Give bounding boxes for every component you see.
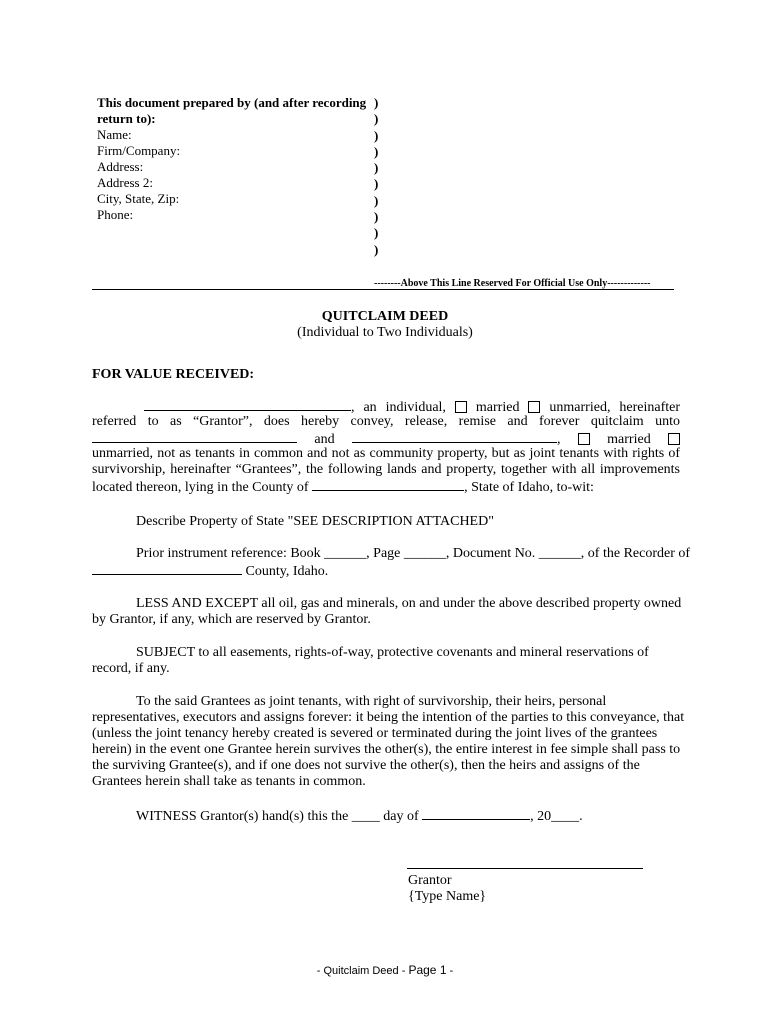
document-title: QUITCLAIM DEED (321, 309, 449, 324)
footer-prefix: - Quitclaim Deed - (316, 965, 409, 977)
reserved-line-text: --------Above This Line Reserved For Official Use Only------------- (374, 278, 651, 289)
county-blank[interactable] (312, 478, 464, 491)
paren: ) (374, 143, 379, 159)
grant-text: , an individual, (350, 400, 446, 415)
phone-field-label: Phone: (97, 207, 134, 222)
describe-property: Describe Property of State "SEE DESCRIPTION ATTACHED" (136, 514, 494, 529)
subject-line-2: record, if any. (92, 661, 170, 676)
page-footer (0, 963, 770, 977)
page-number: Page 1 (408, 963, 447, 977)
prior-instrument-line-2 (92, 562, 328, 580)
paren: ) (374, 192, 379, 208)
witness-text: WITNESS Grantor(s) hand(s) this the ____ day of (136, 809, 419, 824)
grant-line-4: unmarried, not as tenants in common and not as community property, but as joint tenants with rights of (92, 446, 680, 461)
witness-line (136, 807, 583, 825)
less-except-line-1: LESS AND EXCEPT all oil, gas and minerals, on and under the above described property owned (136, 596, 682, 611)
grant-line-1 (92, 398, 680, 414)
county-text: located thereon, lying in the County of (92, 480, 309, 495)
return-to-heading: return to): (97, 111, 156, 126)
paren: ) (374, 111, 379, 127)
header-fields (97, 127, 180, 223)
grant-paragraph (92, 398, 680, 496)
city-state-zip-field-label: City, State, Zip: (97, 191, 180, 206)
month-blank[interactable] (422, 807, 530, 820)
prior-instrument-line-1: Prior instrument reference: Book ______, Page ______, Document No. ______, of the Recorder of (136, 546, 691, 561)
grantee1-name-blank[interactable] (92, 430, 297, 443)
prepared-by-heading: This document prepared by (and after recording (97, 95, 367, 110)
grantee2-name-blank[interactable] (352, 430, 557, 443)
subject-line-1: SUBJECT to all easements, rights-of-way, protective covenants and mineral reservations of (136, 645, 649, 660)
paren: ) (374, 241, 379, 257)
for-value-heading: FOR VALUE RECEIVED: (92, 367, 255, 382)
document-subtitle: (Individual to Two Individuals) (297, 325, 473, 340)
paren: ) (374, 209, 379, 225)
married-label: married (607, 432, 651, 447)
recorder-county-blank[interactable] (92, 562, 242, 575)
comma: , (556, 432, 561, 447)
grant-line-5: survivorship, hereinafter “Grantees”, the following lands and property, together with all improvements (92, 462, 680, 477)
paren: ) (374, 160, 379, 176)
grantor-name-blank[interactable] (144, 398, 351, 411)
grant-line-3 (92, 430, 680, 446)
signature-role: Grantor (408, 873, 452, 888)
married-label: married (475, 400, 520, 415)
grantor-married-checkbox[interactable] (455, 401, 467, 413)
grantees-unmarried-checkbox[interactable] (668, 433, 680, 445)
joint-line-4: herein) in the event one Grantee herein survives the other(s), the entire interest in fee simple shall pass to (92, 742, 681, 757)
state-text: , State of Idaho, to-wit: (464, 480, 594, 495)
bracket-column (374, 95, 378, 258)
joint-line-1: To the said Grantees as joint tenants, with right of survivorship, their heirs, personal (136, 694, 607, 709)
unmarried-label: unmarried, hereinafter (549, 400, 681, 415)
paren: ) (374, 127, 379, 143)
and-text: and (314, 432, 335, 447)
joint-line-6: Grantees herein shall take as tenants in common. (92, 774, 366, 789)
name-field-label: Name: (97, 127, 132, 142)
grantees-married-checkbox[interactable] (578, 433, 590, 445)
paren: ) (374, 176, 379, 192)
grant-line-6 (92, 478, 680, 496)
footer-suffix: - (446, 965, 454, 977)
recording-divider (92, 289, 674, 290)
paren: ) (374, 95, 379, 110)
less-except-line-2: by Grantor, if any, which are reserved by Grantor. (92, 612, 371, 627)
paren: ) (374, 225, 379, 241)
signature-type-name: {Type Name} (408, 889, 487, 904)
county-idaho-text: County, Idaho. (245, 564, 329, 579)
year-text: , 20____. (530, 809, 583, 824)
grantor-unmarried-checkbox[interactable] (528, 401, 540, 413)
signature-line[interactable] (407, 868, 643, 869)
address-field-label: Address: (97, 159, 144, 174)
joint-line-5: the surviving Grantee(s), and if one does not survive the other(s), then the heirs and assigns of the (92, 758, 640, 773)
grant-line-2: referred to as “Grantor”, does hereby convey, release, remise and forever quitclaim unto (92, 414, 680, 429)
firm-field-label: Firm/Company: (97, 143, 181, 158)
address2-field-label: Address 2: (97, 175, 153, 190)
joint-line-2: representatives, executors and assigns forever: it being the intention of the parties to this conveyance, that (92, 710, 685, 725)
joint-line-3: (unless the joint tenancy hereby created is severed or terminated during the joint lives of the grantees (92, 726, 658, 741)
